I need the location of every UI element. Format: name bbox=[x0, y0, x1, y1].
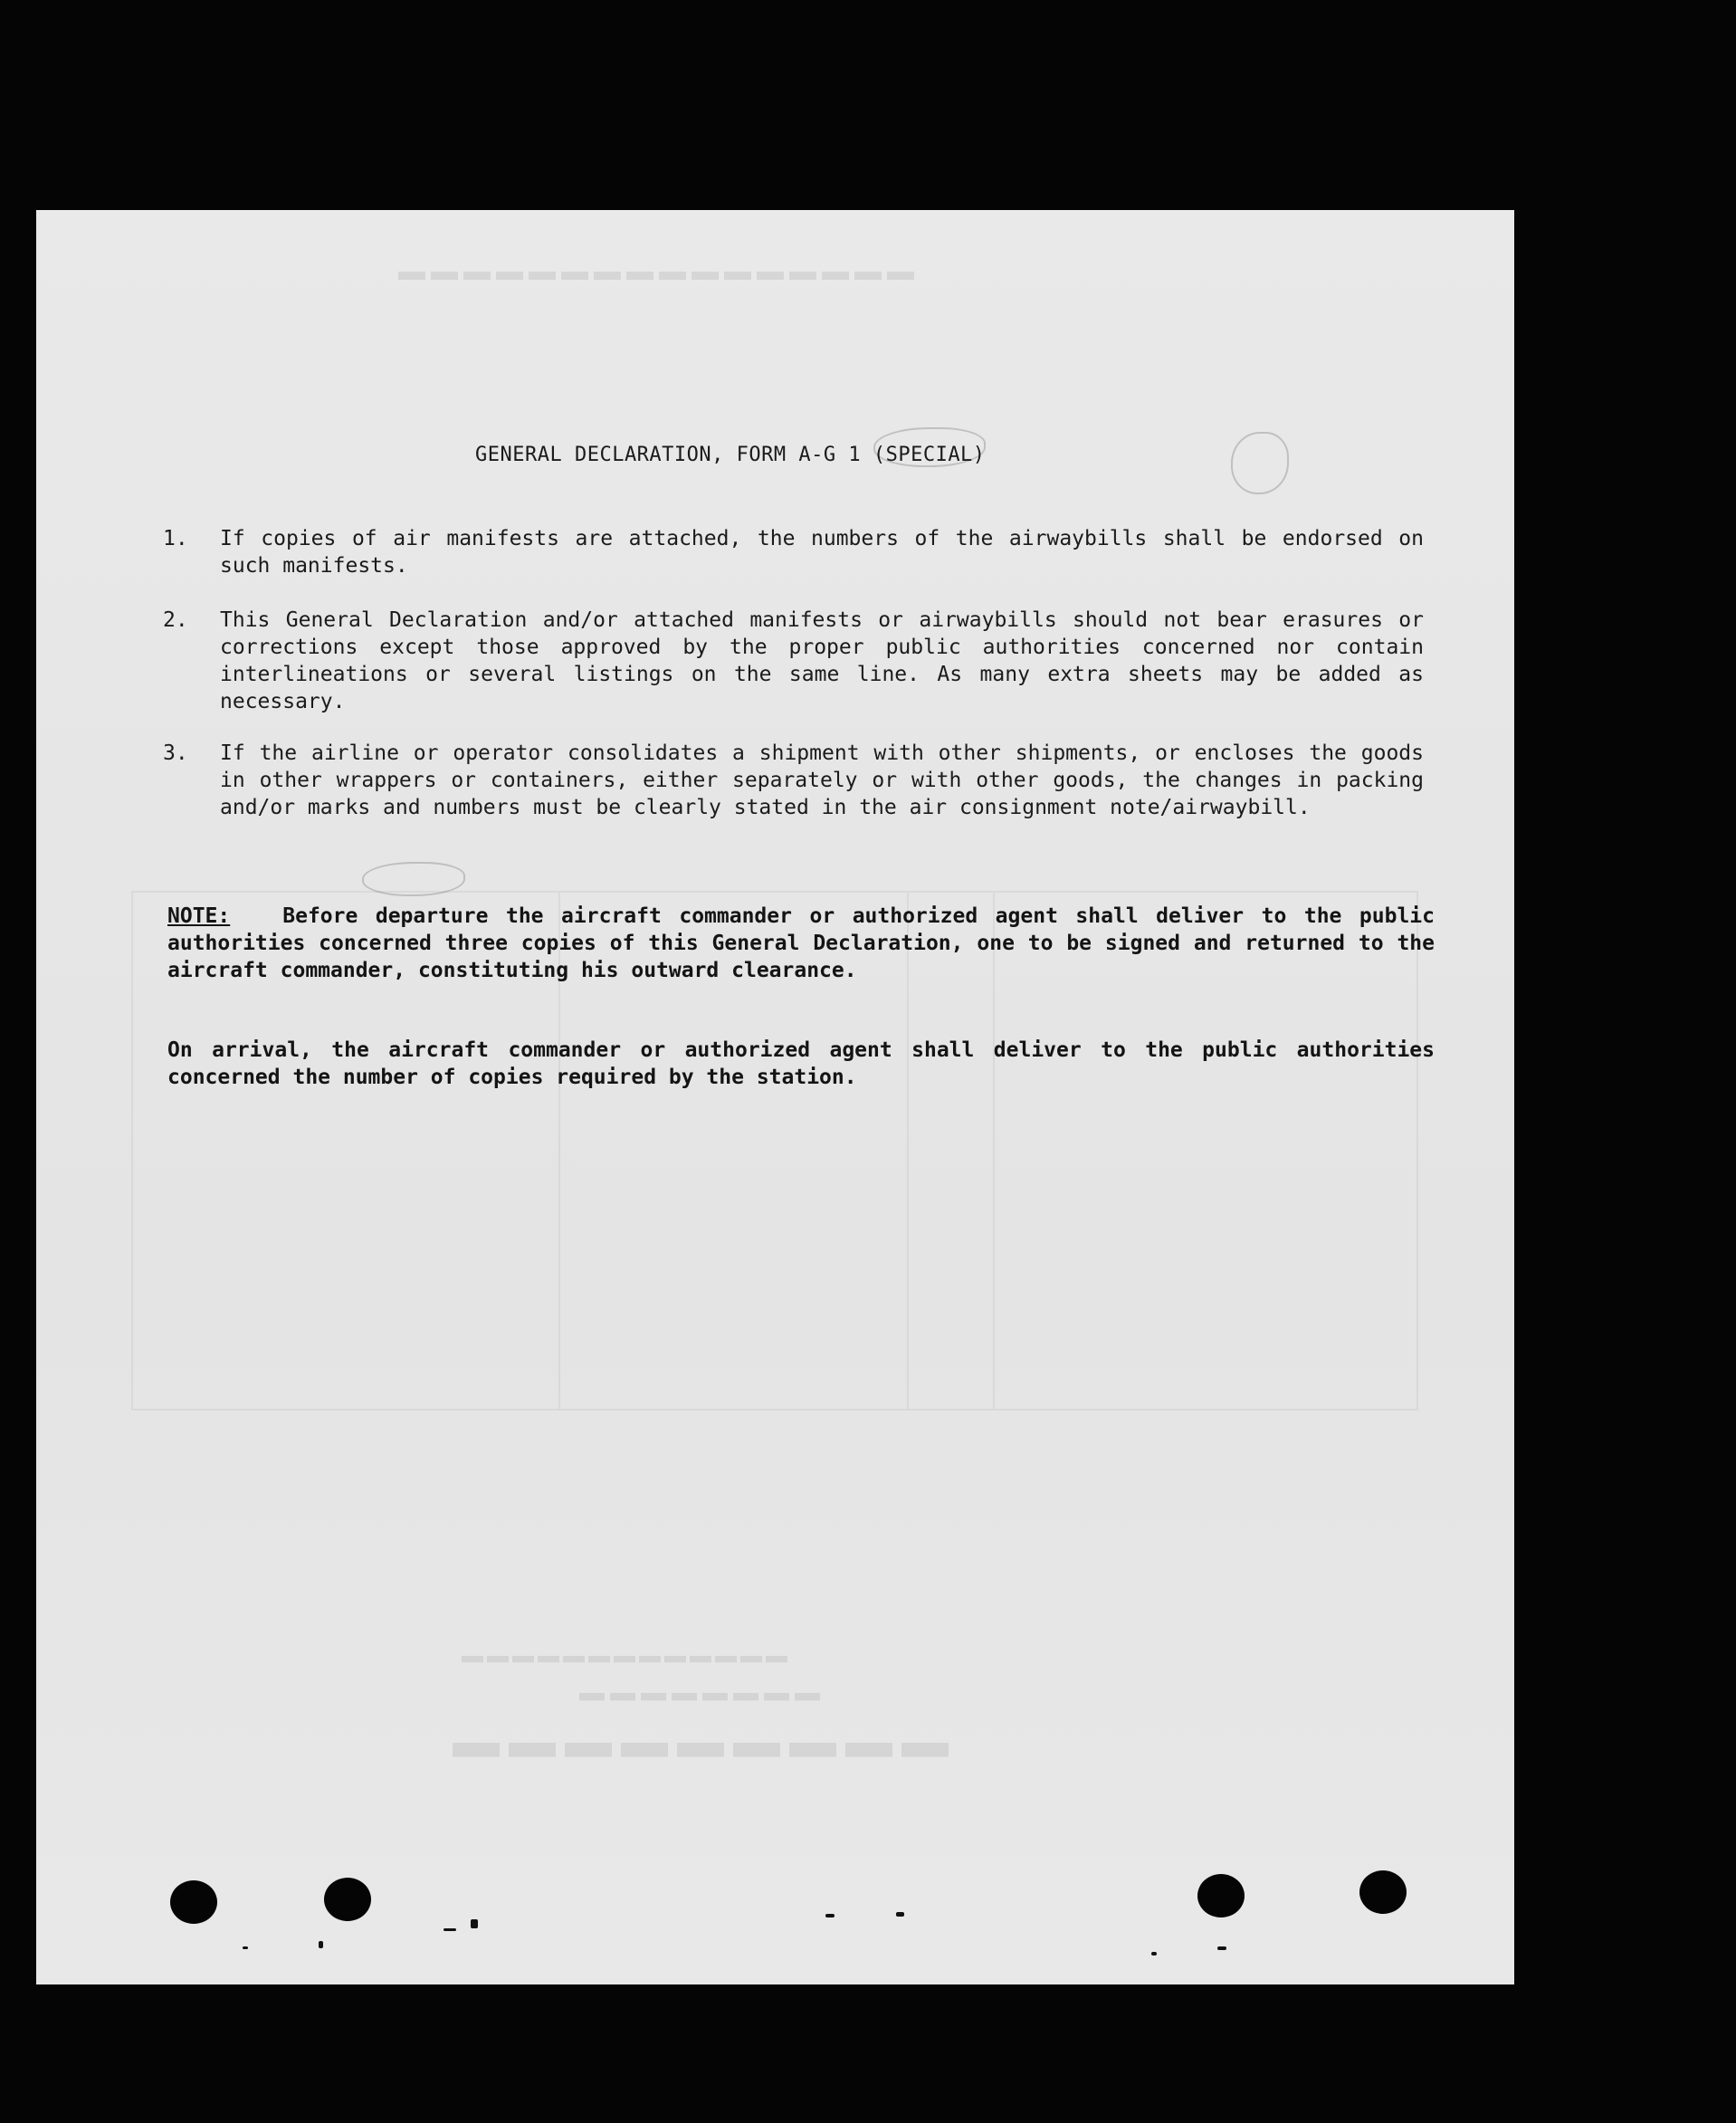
scan-speck bbox=[1217, 1946, 1226, 1950]
note-text: Before departure the aircraft commander or authorized agent shall deliver to the public authorities concerned three copies of this General Declaration, one to be signed and returned to the aircraft commander, constituting his outward clearance. bbox=[167, 904, 1435, 982]
note-paragraph bbox=[167, 903, 1435, 984]
scan-speck bbox=[471, 1919, 478, 1928]
handwritten-mark-2 bbox=[1231, 432, 1289, 494]
handwritten-mark-3 bbox=[362, 862, 465, 896]
scan-speck bbox=[319, 1941, 323, 1948]
arrival-paragraph: On arrival, the aircraft commander or authorized agent shall deliver to the public authorities concerned the number of copies required by the station. bbox=[167, 1038, 1435, 1089]
scan-speck bbox=[243, 1946, 248, 1949]
scan-speck bbox=[896, 1912, 904, 1917]
punch-hole bbox=[1197, 1874, 1245, 1917]
item-number: 2. bbox=[163, 608, 188, 632]
scan-speck bbox=[444, 1928, 456, 1931]
item-text: If copies of air manifests are attached, the numbers of the airwaybills shall be endorsed on such manifests. bbox=[220, 527, 1424, 578]
reverse-side-heading-shadow: ▬▬▬▬▬▬▬▬▬ bbox=[453, 1732, 958, 1784]
item-text: This General Declaration and/or attached manifests or airwaybills should not bear erasures or corrections except those approved by the proper public authorities concerned nor contain interlineations or several listings on the same line. As many extra sheets may be added as necessary. bbox=[220, 608, 1424, 713]
scan-speck bbox=[825, 1914, 835, 1917]
document-title: GENERAL DECLARATION, FORM A-G 1 (SPECIAL) bbox=[475, 444, 986, 466]
punch-hole bbox=[170, 1880, 217, 1924]
item-text: If the airline or operator consolidates a shipment with other shipments, or encloses the goods in other wrappers or containers, either separately or with other goods, the changes in packing and/or marks and numbers must be clearly stated in the air consignment note/airwaybill. bbox=[220, 741, 1424, 819]
reverse-side-line-shadow: ▬▬▬▬▬▬▬▬▬▬▬▬▬ bbox=[462, 1650, 791, 1674]
reverse-side-top-shadow: ▬▬▬▬▬▬▬▬▬▬▬▬▬▬▬▬ bbox=[398, 265, 920, 295]
scan-speck bbox=[1151, 1952, 1157, 1956]
document-page bbox=[36, 210, 1514, 1984]
punch-hole bbox=[324, 1878, 371, 1921]
note-label: NOTE: bbox=[167, 904, 231, 928]
item-number: 3. bbox=[163, 741, 188, 765]
reverse-side-subheading-shadow: ▬▬▬▬▬▬▬▬ bbox=[579, 1687, 825, 1715]
punch-hole bbox=[1359, 1870, 1407, 1914]
item-number: 1. bbox=[163, 527, 188, 550]
